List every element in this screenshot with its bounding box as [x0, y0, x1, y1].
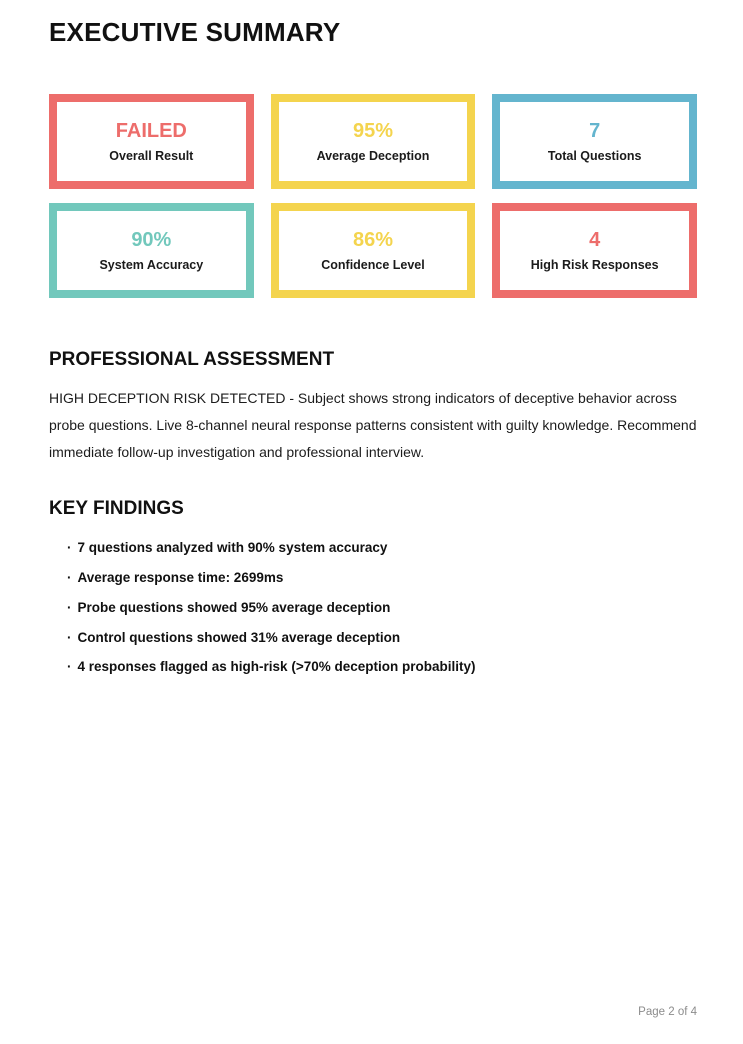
key-finding-item: [67, 631, 697, 646]
key-finding-item: [67, 541, 697, 556]
bullet-icon: ·: [67, 599, 72, 615]
page-number: Page 2 of 4: [638, 1006, 697, 1018]
key-finding-item: [67, 601, 697, 616]
bullet-icon: ·: [67, 659, 72, 675]
bullet-icon: ·: [67, 540, 72, 555]
stat-card: [271, 203, 476, 298]
stat-card-value: 86%: [352, 228, 393, 251]
stat-card-value: 90%: [131, 228, 172, 251]
stat-cards-grid: [49, 94, 697, 298]
stat-card-value: 4: [589, 228, 601, 251]
stat-card-value: FAILED: [115, 119, 187, 142]
key-finding-text: Probe questions showed 95% average deception: [77, 599, 391, 615]
key-finding-item: [67, 660, 697, 675]
section-heading-key-findings: KEY FINDINGS: [49, 498, 184, 519]
stat-card-value: 95%: [352, 119, 393, 142]
stat-card-label: Overall Result: [109, 148, 194, 163]
stat-card-label: Total Questions: [547, 148, 642, 163]
key-finding-text: 4 responses flagged as high-risk (>70% deception probability): [77, 659, 476, 675]
stat-card: [492, 203, 697, 298]
assessment-body: HIGH DECEPTION RISK DETECTED - Subject shows strong indicators of deceptive behavior across probe questions. Live 8-channel neural response patterns consistent with guilty knowledge. Recommend immediate follow-up investigation and professional interview.: [49, 390, 697, 460]
stat-card: [492, 94, 697, 189]
page-title: EXECUTIVE SUMMARY: [49, 17, 341, 47]
key-finding-item: [67, 571, 697, 586]
stat-card: [49, 203, 254, 298]
key-findings-list: [49, 541, 697, 675]
section-heading-professional-assessment: PROFESSIONAL ASSESSMENT: [49, 349, 335, 370]
stat-card-label: Average Deception: [316, 148, 430, 163]
stat-card-label: System Accuracy: [99, 257, 204, 272]
stat-card-label: Confidence Level: [321, 257, 425, 272]
bullet-icon: ·: [67, 569, 72, 585]
stat-card: [49, 94, 254, 189]
stat-card-label: High Risk Responses: [530, 257, 659, 272]
key-finding-text: 7 questions analyzed with 90% system accuracy: [77, 540, 388, 555]
stat-card-value: 7: [589, 119, 601, 142]
stat-card: [271, 94, 476, 189]
key-finding-text: Average response time: 2699ms: [77, 569, 284, 585]
key-finding-text: Control questions showed 31% average deception: [77, 629, 401, 645]
bullet-icon: ·: [67, 629, 72, 645]
